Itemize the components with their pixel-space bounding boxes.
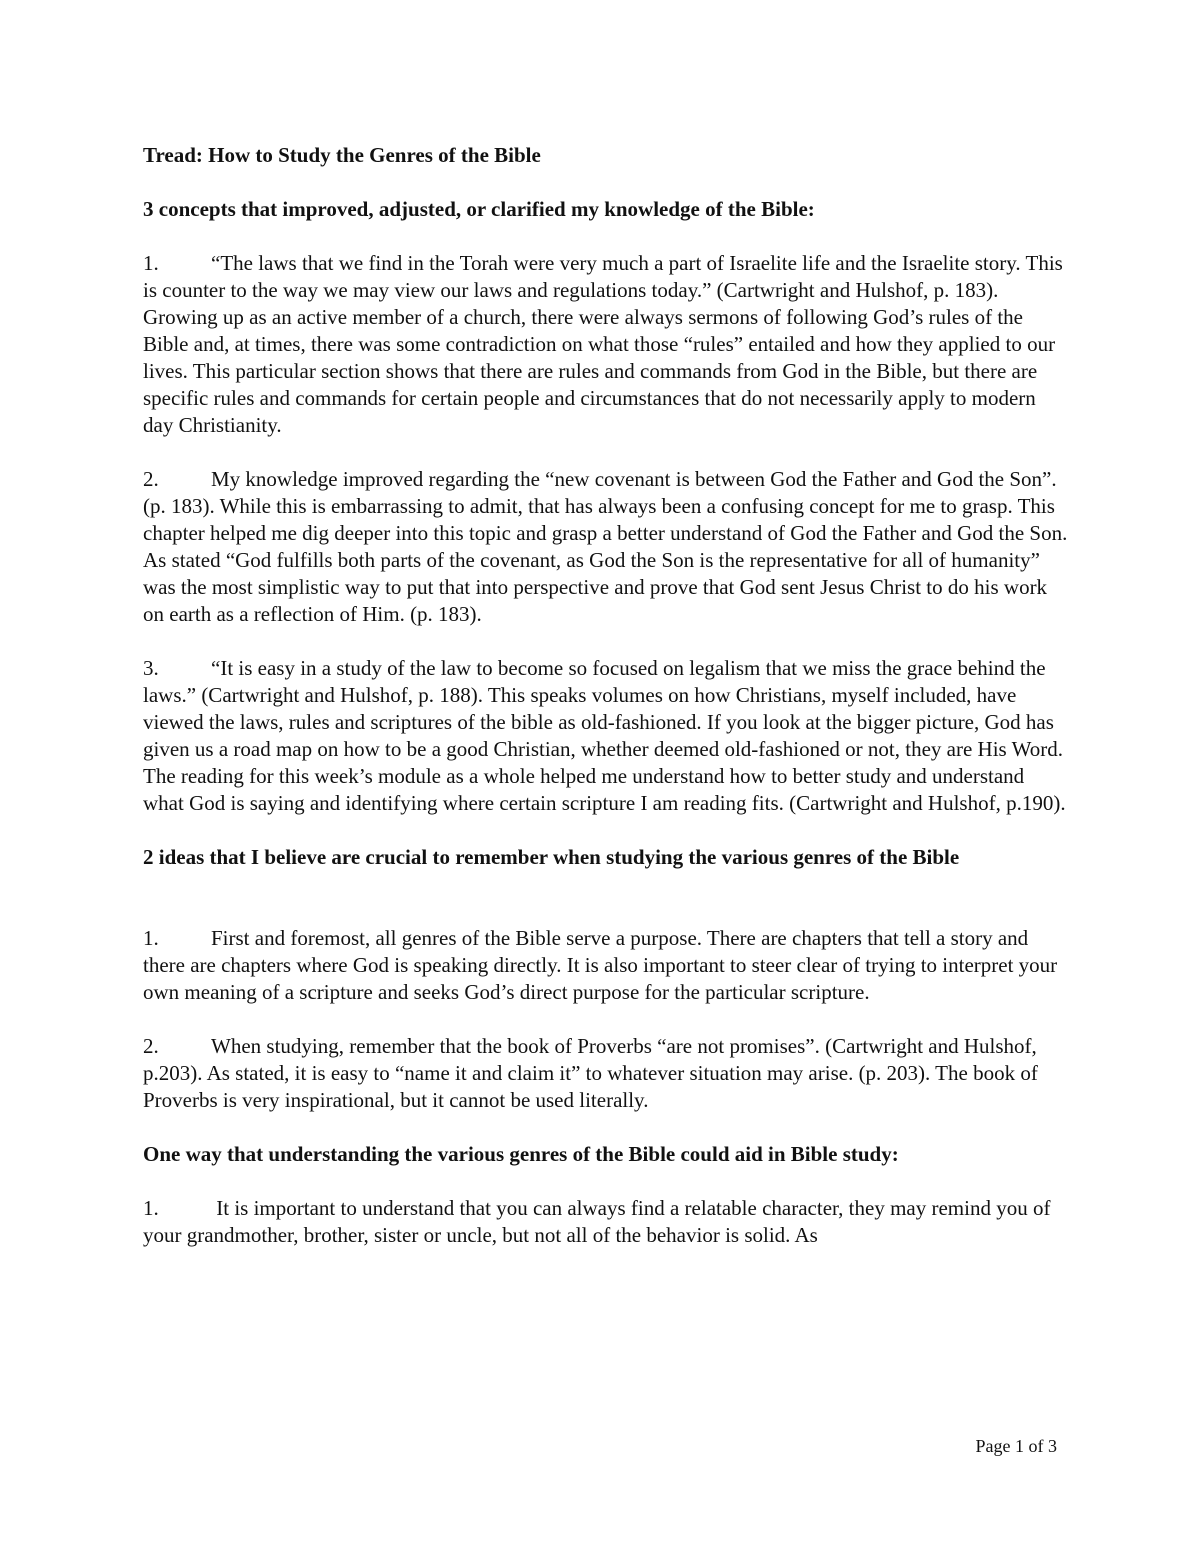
list-item	[143, 1195, 1068, 1249]
list-item	[143, 250, 1068, 439]
list-item	[143, 925, 1068, 1006]
item-number: 1.	[143, 1196, 159, 1220]
section-heading-one-way: One way that understanding the various genres of the Bible could aid in Bible study:	[143, 1142, 899, 1166]
item-number: 2.	[143, 1034, 159, 1058]
item-text: “It is easy in a study of the law to become so focused on legalism that we miss the grace behind the laws.” (Cartwright and Hulshof, p. 188). This speaks volumes on how Christians, myself included, have viewed the laws, rules and scriptures of the bible as old-fashioned. If you look at the bigger picture, God has given us a road map on how to be a good Christian, whether deemed old-fashioned or not, they are His Word. The reading for this week’s module as a whole helped me understand how to better study and understand what God is saying and identifying where certain scripture I am reading fits. (Cartwright and Hulshof, p.190).	[143, 656, 1066, 815]
item-number: 2.	[143, 467, 159, 491]
item-number: 1.	[143, 926, 159, 950]
item-text: First and foremost, all genres of the Bible serve a purpose. There are chapters that tell a story and there are chapters where God is speaking directly. It is also important to steer clear of trying to interpret your own meaning of a scripture and seeks God’s direct purpose for the particular scripture.	[143, 926, 1058, 1004]
list-item	[143, 655, 1068, 817]
list-item	[143, 466, 1068, 628]
item-number: 3.	[143, 656, 159, 680]
document-body	[143, 142, 1068, 1276]
item-text: It is important to understand that you can always find a relatable character, they may remind you of your grandmother, brother, sister or uncle, but not all of the behavior is solid. As	[143, 1196, 1051, 1247]
document-title: Tread: How to Study the Genres of the Bible	[143, 143, 541, 167]
item-text: My knowledge improved regarding the “new covenant is between God the Father and God the Son”. (p. 183). While this is embarrassing to admit, that has always been a confusing concept for me to grasp. This chapter helped me dig deeper into this topic and grasp a better understand of God the Father and God the Son. As stated “God fulfills both parts of the covenant, as God the Son is the representative for all of humanity” was the most simplistic way to put that into perspective and prove that God sent Jesus Christ to do his work on earth as a reflection of Him. (p. 183).	[143, 467, 1068, 626]
section-heading-concepts: 3 concepts that improved, adjusted, or clarified my knowledge of the Bible:	[143, 197, 815, 221]
list-item	[143, 1033, 1068, 1114]
item-text: “The laws that we find in the Torah were very much a part of Israelite life and the Israelite story. This is counter to the way we may view our laws and regulations today.” (Cartwright and Hulshof, p. 183). Growing up as an active member of a church, there were always sermons of following God’s rules of the Bible and, at times, there was some contradiction on what those “rules” entailed and how they applied to our lives. This particular section shows that there are rules and commands from God in the Bible, but there are specific rules and commands for certain people and circumstances that do not necessarily apply to modern day Christianity.	[143, 251, 1063, 437]
page-number-footer: Page 1 of 3	[975, 1436, 1057, 1456]
item-text: When studying, remember that the book of Proverbs “are not promises”. (Cartwright and Hulshof, p.203). As stated, it is easy to “name it and claim it” to whatever situation may arise. (p. 203). The book of Proverbs is very inspirational, but it cannot be used literally.	[143, 1034, 1038, 1112]
section-heading-ideas: 2 ideas that I believe are crucial to remember when studying the various genres of the Bible	[143, 845, 960, 869]
item-number: 1.	[143, 251, 159, 275]
